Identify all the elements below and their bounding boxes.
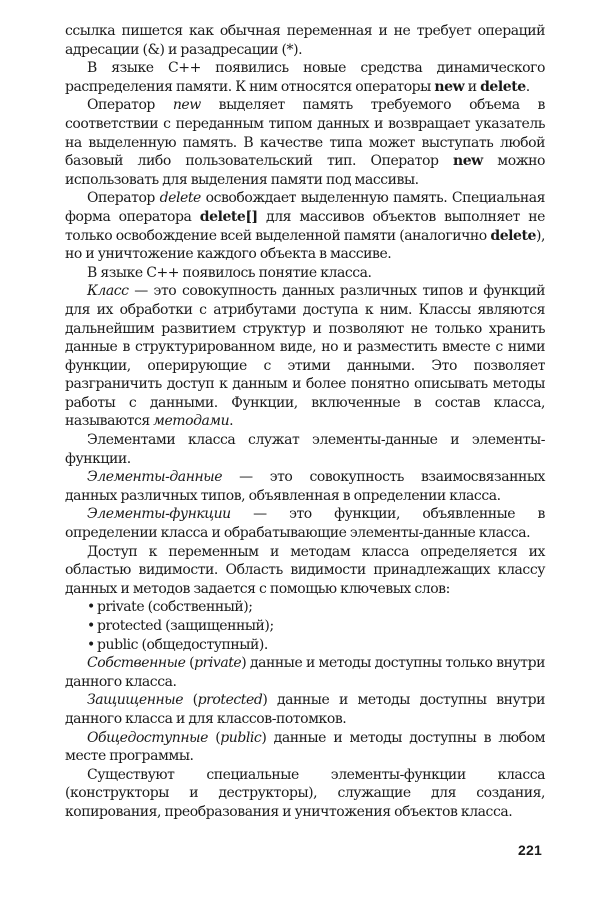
paragraph-dynamic-memory xyxy=(65,59,545,96)
paragraph-private xyxy=(65,654,545,691)
keyword-delete-array: delete[] xyxy=(199,208,258,225)
keyword-private: private xyxy=(194,655,242,672)
term-protected: Защищенные xyxy=(87,692,184,709)
keyword-delete: delete xyxy=(490,227,536,244)
term-delete: delete xyxy=(159,190,201,207)
list-item: • public (общедоступный). xyxy=(87,636,545,655)
text: — это совокупность данных различных типов и функций для их обработки с атрибутами доступа к ним. Классы являются дальнейшим развитием структур и позволяют не только хранить данные в структурированном виде, но и разместить вместе с ними функции, оперирующие с этими данными. Это позволяет разграничить доступ к данным и более понятно описывать методы работы с данными. Функции, включенные в состав класса, называются xyxy=(65,283,545,430)
text: ( xyxy=(207,729,221,746)
term-new: new xyxy=(172,97,201,114)
paragraph-intro: ссылка пишется как обычная переменная и не требует операций адресации (&) и разадресации (*). xyxy=(65,23,545,58)
text: для массивов объектов выполняет не только освобождение всей выделенной памяти (аналогично xyxy=(65,208,545,244)
text: В языке С++ появились новые средства динамического распределения памяти. К ним относятся операторы xyxy=(65,60,545,95)
keyword-delete: delete xyxy=(480,78,526,95)
keyword-protected: protected xyxy=(197,692,263,709)
list-item: • protected (защищенный); xyxy=(87,617,545,636)
text: можно использовать для выделения памяти под массивы. xyxy=(65,153,545,188)
text: ) данные и методы доступны внутри данного класса и для классов-потомков. xyxy=(65,692,545,727)
paragraph-special-functions: Существуют специальные элементы-функции класса (конструкторы и деструкторы), служащие для создания, копирования, преобразования и уничтожения объектов класса. xyxy=(65,766,545,820)
text: ) данные и методы доступны в любом месте программы. xyxy=(65,729,546,765)
text: выделяет память требуемого объема в соответствии с переданным типом данных и возвращает указатель на выделенную память. В качестве типа может выступать любой базовый либо пользовательский тип. Оператор xyxy=(65,97,545,170)
text: освобождает выделенную память. Специальная форма оператора xyxy=(65,190,545,225)
text: ) данные и методы доступны только внутри данного класса. xyxy=(65,655,545,690)
text: . xyxy=(525,78,530,95)
paragraph-data-members xyxy=(65,468,545,505)
text: Оператор xyxy=(87,97,173,114)
keyword-new: new xyxy=(452,153,483,170)
term-methods: методами xyxy=(153,413,230,430)
text: Оператор xyxy=(87,190,160,207)
page-number: 221 xyxy=(518,842,542,858)
term-function-members: Элементы-функции xyxy=(87,506,231,523)
text: и xyxy=(464,78,481,95)
paragraph-class-definition xyxy=(65,282,545,431)
access-keyword-list xyxy=(65,598,545,654)
text: . xyxy=(229,413,234,430)
keyword-new: new xyxy=(434,78,465,95)
term-private: Собственные xyxy=(87,655,186,672)
text: ( xyxy=(185,655,195,672)
paragraph-delete-operator xyxy=(65,189,545,263)
page-body xyxy=(65,22,545,822)
keyword-public: public xyxy=(220,729,262,746)
list-item: • private (собственный); xyxy=(87,598,545,617)
term-public: Общедоступные xyxy=(87,729,208,746)
paragraph-public xyxy=(65,729,545,766)
paragraph-protected xyxy=(65,691,545,728)
text: — это функции, объявленные в определении класса и обрабатывающие элементы-данные класса. xyxy=(65,506,545,542)
paragraph-new-operator xyxy=(65,96,545,189)
term-data-members: Элементы-данные xyxy=(87,469,223,486)
paragraph-access: Доступ к переменным и методам класса определяется их областью видимости. Область видимости принадлежащих классу данных и методов задается с помощью ключевых слов: xyxy=(65,543,545,597)
term-class: Класс xyxy=(87,283,129,300)
text: ), но и уничтожение каждого объекта в массиве. xyxy=(65,227,545,263)
text: ( xyxy=(183,692,198,709)
paragraph-function-members xyxy=(65,505,545,542)
paragraph-class-intro: В языке С++ появилось понятие класса. xyxy=(87,264,372,281)
paragraph-class-elements: Элементами класса служат элементы-данные и элементы-функции. xyxy=(65,432,545,467)
text: — это совокупность взаимосвязанных данных различных типов, объявленная в определении класса. xyxy=(65,469,545,504)
